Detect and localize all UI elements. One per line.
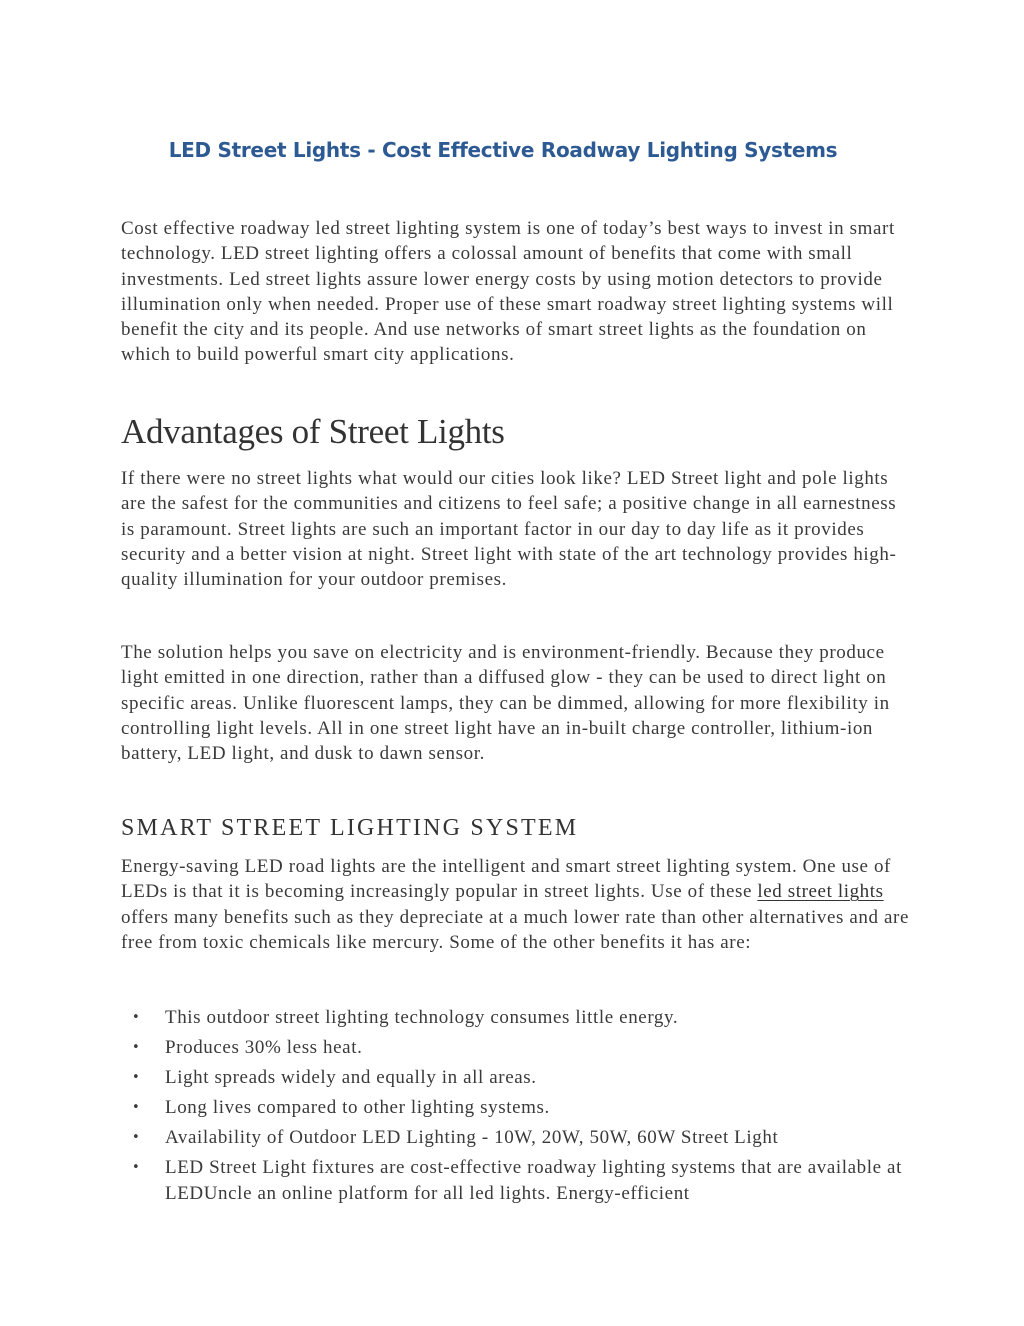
smart-system-paragraph <box>121 854 911 955</box>
list-item-text: Availability of Outdoor LED Lighting - 10W, 20W, 50W, 60W Street Light <box>165 1127 779 1149</box>
led-street-lights-link[interactable]: led street lights <box>757 881 884 903</box>
document-title: LED Street Lights - Cost Effective Roadway Lighting Systems <box>168 138 838 162</box>
list-item <box>121 1005 911 1030</box>
list-item-text: Light spreads widely and equally in all areas. <box>165 1067 537 1089</box>
list-item-text: This outdoor street lighting technology consumes little energy. <box>165 1007 679 1028</box>
advantages-paragraph-2: The solution helps you save on electricity and is environment-friendly. Because they produce light emitted in one direction, rather than a diffused glow - they can be used to direct light on specific areas. Unlike fluorescent lamps, they can be dimmed, allowing for more flexibility in controlling light levels. All in one street light have an in-built charge controller, lithium-ion battery, LED light, and dusk to dawn sensor. <box>121 642 890 765</box>
bullet-icon: • <box>132 1100 141 1116</box>
intro-paragraph: Cost effective roadway led street lighting system is one of today’s best ways to invest in smart technology. LED street lighting offers a colossal amount of benefits that come with small investments. Led street lights assure lower energy costs by using motion detectors to provide illumination only when needed. Proper use of these smart roadway street lighting systems will benefit the city and its people. And use networks of smart street lights as the foundation on which to build powerful smart city applications. <box>121 218 895 366</box>
advantages-heading: Advantages of Street Lights <box>121 412 505 451</box>
smart-system-heading: SMART STREET LIGHTING SYSTEM <box>121 815 579 841</box>
list-item-text: Produces 30% less heat. <box>165 1037 363 1059</box>
bullet-icon: • <box>132 1010 141 1025</box>
list-item <box>121 1155 911 1206</box>
list-item <box>121 1125 911 1150</box>
list-item <box>121 1095 911 1120</box>
smart-system-text-after-link: offers many benefits such as they depreciate at a much lower rate than other alternatives and are free from toxic chemicals like mercury. Some of the other benefits it has are: <box>121 906 909 953</box>
list-item-text: LED Street Light fixtures are cost-effective roadway lighting systems that are available at LEDUncle an online platform for all led lights. Energy-efficient <box>165 1157 902 1204</box>
smart-system-text-before-link: Energy-saving LED road lights are the intelligent and smart street lighting system. One use of LEDs is that it is becoming increasingly popular in street lights. Use of these <box>121 856 891 903</box>
bullet-icon: • <box>132 1130 141 1146</box>
list-item <box>121 1065 911 1090</box>
benefits-list <box>121 1005 911 1211</box>
advantages-paragraph-1: If there were no street lights what would our cities look like? LED Street light and pole lights are the safest for the communities and citizens to feel safe; a positive change in all earnestness is paramount. Street lights are such an important factor in our day to day life as it provides security and a better vision at night. Street light with state of the art technology provides high-quality illumination for your outdoor premises. <box>121 468 897 591</box>
bullet-icon: • <box>132 1070 141 1086</box>
bullet-icon: • <box>132 1040 141 1056</box>
list-item <box>121 1035 911 1060</box>
list-item-text: Long lives compared to other lighting systems. <box>165 1097 550 1119</box>
bullet-icon: • <box>132 1160 141 1176</box>
